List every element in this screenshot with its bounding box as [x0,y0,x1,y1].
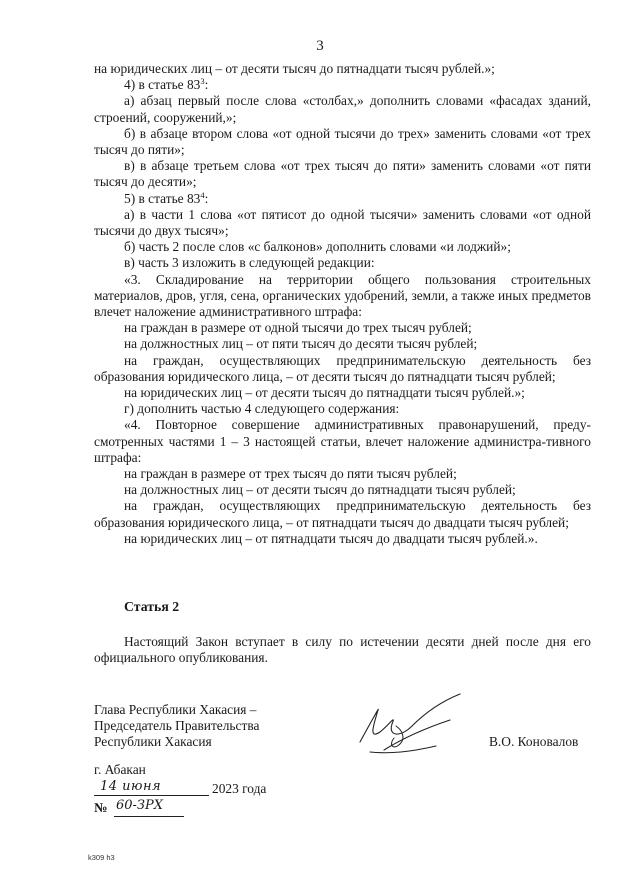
signatory-title-line: Республики Хакасия [94,734,212,750]
signatory-title-line: Председатель Правительства [94,718,260,734]
paragraph: а) абзац первый после слова «столбах,» дополнить словами «фасадах зданий, строений, сооружений,»; [94,93,591,125]
number-underline [114,816,184,817]
paragraph: в) в абзаце третьем слова «от трех тысяч до пяти» заменить словами «от пяти тысяч до десяти»; [94,158,591,190]
article-body [94,634,591,666]
paragraph: «3. Складирование на территории общего пользования строительных материалов, дров, угля, сена, органических удобрений, земли, а также иных предметов влечет наложение административного штрафа: [94,271,591,320]
paragraph: б) в абзаце втором слова «от одной тысячи до трех» заменить словами «от трех тысяч до пяти»; [94,125,591,158]
handwritten-date: 14 июня [100,779,162,794]
paragraph: 4) в статье $83^3$: [124,76,209,93]
paragraph: б) часть 2 после слов «с балконов» дополнить словами «и лоджий»; [124,239,511,255]
place-of-signing: г. Абакан [94,762,146,777]
paragraph: на юридических лиц – от десяти тысяч до пятнадцати тысяч рублей.»; [124,385,525,401]
paragraph: 5) в статье $83^4$: [124,189,209,206]
paragraph: на должностных лиц – от десяти тысяч до пятнадцати тысяч рублей; [124,482,516,498]
paragraph: на граждан в размере от одной тысячи до трех тысяч рублей; [124,320,472,336]
number-label: № [94,800,108,815]
signatory-title [94,702,259,751]
paragraph: а) в части 1 слова «от пятисот до одной тысячи» заменить словами «от одной тысячи до двух тысяч»; [94,206,591,239]
law-number [94,798,294,820]
signatory-title-line: Глава Республики Хакасия – [94,702,257,717]
law-amendments-text [94,61,591,547]
paragraph: «4. Повторное совершение административных правонарушений, преду-смотренных частями 1 – 3 настоящей статьи, влечет наложение администра-тивного штрафа: [94,417,591,465]
date-underline [94,795,209,796]
paragraph: на граждан, осуществляющих предпринимательскую деятельность без образования юридического лица, – от пятнадцати тысяч до двадцати тысяч рублей; [94,498,591,530]
footer-code: k309 h3 [88,853,115,862]
paragraph: г) дополнить частью 4 следующего содержания: [124,401,400,417]
signing-date [94,779,294,799]
paragraph: на юридических лиц – от десяти тысяч до пятнадцати тысяч рублей.»; [94,61,495,76]
page-number: 3 [316,38,324,54]
signatory-name: В.О. Коновалов [489,734,579,749]
paragraph: на граждан в размере от трех тысяч до пяти тысяч рублей; [124,466,457,482]
handwritten-signature [340,680,490,760]
paragraph: на юридических лиц – от пятнадцати тысяч до двадцати тысяч рублей.». [124,530,538,546]
article-title: Статья 2 [124,599,180,614]
paragraph: на должностных лиц – от пяти тысяч до десяти тысяч рублей; [124,336,478,352]
handwritten-number: 60-ЗРХ [116,798,164,813]
paragraph: Настоящий Закон вступает в силу по истечении десяти дней после дня его официального опубликования. [94,634,591,666]
date-year: 2023 года [212,781,267,796]
paragraph: на граждан, осуществляющих предпринимательскую деятельность без образования юридического лица, – от десяти тысяч до пятнадцати тысяч рублей; [94,352,591,384]
paragraph: в) часть 3 изложить в следующей редакции: [124,255,375,271]
